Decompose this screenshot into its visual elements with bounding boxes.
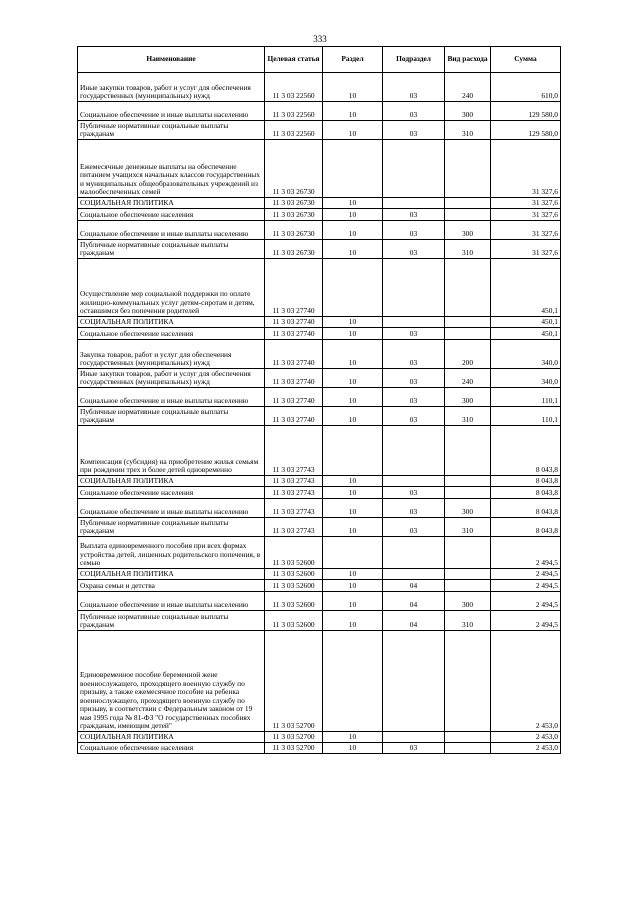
row-name: Социальное обеспечение населения: [78, 487, 265, 499]
table-row: [78, 631, 561, 732]
row-subsection: 03: [383, 499, 445, 518]
row-subsection: 03: [383, 240, 445, 259]
row-subsection: 03: [383, 407, 445, 426]
table-row: [78, 487, 561, 499]
row-section: 10: [323, 73, 383, 102]
row-code: 11 3 03 27743: [265, 518, 323, 537]
row-subsection: 04: [383, 592, 445, 611]
table-row: [78, 476, 561, 487]
row-type: 310: [445, 518, 491, 537]
row-type: [445, 569, 491, 580]
row-section: 10: [323, 102, 383, 121]
row-code: 11 3 03 22560: [265, 73, 323, 102]
row-subsection: 04: [383, 611, 445, 631]
row-subsection: [383, 631, 445, 732]
row-type: 310: [445, 240, 491, 259]
row-sum: 340,0: [491, 369, 561, 388]
table-row: [78, 121, 561, 140]
row-name: Публичные нормативные социальные выплаты гражданам: [78, 518, 265, 537]
row-type: 300: [445, 592, 491, 611]
row-type: [445, 198, 491, 209]
row-name: СОЦИАЛЬНАЯ ПОЛИТИКА: [78, 732, 265, 743]
row-sum: 2 453,0: [491, 631, 561, 732]
row-subsection: [383, 317, 445, 328]
table-row: [78, 537, 561, 569]
row-name: Выплата единовременного пособия при всех формах устройства детей, лишенных родительского попечения, в семью: [78, 537, 265, 569]
row-sum: 129 580,0: [491, 121, 561, 140]
row-sum: 8 043,8: [491, 476, 561, 487]
row-name: Социальное обеспечение населения: [78, 743, 265, 754]
row-section: 10: [323, 121, 383, 140]
row-type: 310: [445, 407, 491, 426]
row-subsection: 03: [383, 518, 445, 537]
table-row: [78, 580, 561, 592]
table-row: [78, 240, 561, 259]
row-name: Публичные нормативные социальные выплаты гражданам: [78, 121, 265, 140]
table-row: [78, 209, 561, 221]
row-subsection: 03: [383, 388, 445, 407]
row-type: 240: [445, 73, 491, 102]
row-type: [445, 732, 491, 743]
header-section: Раздел: [323, 47, 383, 73]
row-type: [445, 580, 491, 592]
row-sum: 8 043,8: [491, 518, 561, 537]
row-code: 11 3 03 27743: [265, 487, 323, 499]
row-code: 11 3 03 27743: [265, 499, 323, 518]
row-section: 10: [323, 407, 383, 426]
row-section: 10: [323, 198, 383, 209]
row-subsection: [383, 426, 445, 476]
row-code: 11 3 03 26730: [265, 240, 323, 259]
row-name: Социальное обеспечение и иные выплаты населению: [78, 388, 265, 407]
row-type: [445, 631, 491, 732]
row-subsection: 03: [383, 221, 445, 240]
row-type: 300: [445, 102, 491, 121]
row-sum: 2 494,5: [491, 611, 561, 631]
table-row: [78, 317, 561, 328]
table-row: [78, 328, 561, 340]
row-code: 11 3 03 27740: [265, 388, 323, 407]
row-name: Иные закупки товаров, работ и услуг для обеспечения государственных (муниципальных) нужд: [78, 73, 265, 102]
row-code: 11 3 03 27740: [265, 369, 323, 388]
table-row: [78, 407, 561, 426]
row-code: 11 3 03 27743: [265, 426, 323, 476]
row-subsection: [383, 259, 445, 317]
row-sum: 8 043,8: [491, 426, 561, 476]
row-code: 11 3 03 52600: [265, 592, 323, 611]
row-subsection: [383, 476, 445, 487]
table-row: [78, 499, 561, 518]
row-name: Социальное обеспечение населения: [78, 328, 265, 340]
row-subsection: [383, 537, 445, 569]
row-type: 310: [445, 611, 491, 631]
row-section: 10: [323, 369, 383, 388]
row-name: Социальное обеспечение и иные выплаты населению: [78, 592, 265, 611]
row-type: [445, 317, 491, 328]
row-subsection: 03: [383, 209, 445, 221]
row-type: 310: [445, 121, 491, 140]
row-section: 10: [323, 476, 383, 487]
row-code: 11 3 03 52600: [265, 537, 323, 569]
table-row: [78, 426, 561, 476]
row-sum: 2 453,0: [491, 743, 561, 754]
row-type: [445, 259, 491, 317]
row-sum: 110,1: [491, 388, 561, 407]
row-type: [445, 537, 491, 569]
row-sum: 129 580,0: [491, 102, 561, 121]
row-name: Публичные нормативные социальные выплаты гражданам: [78, 240, 265, 259]
row-code: 11 3 03 52700: [265, 631, 323, 732]
row-subsection: [383, 569, 445, 580]
header-sum: Сумма: [491, 47, 561, 73]
row-subsection: 03: [383, 743, 445, 754]
row-name: СОЦИАЛЬНАЯ ПОЛИТИКА: [78, 317, 265, 328]
row-section: 10: [323, 499, 383, 518]
row-sum: 2 494,5: [491, 580, 561, 592]
row-code: 11 3 03 27740: [265, 317, 323, 328]
row-sum: 450,1: [491, 317, 561, 328]
table-row: [78, 102, 561, 121]
row-sum: 2 453,0: [491, 732, 561, 743]
table-header-row: [78, 47, 561, 73]
row-code: 11 3 03 27740: [265, 407, 323, 426]
row-name: Социальное обеспечение и иные выплаты населению: [78, 499, 265, 518]
row-subsection: 03: [383, 369, 445, 388]
row-type: [445, 743, 491, 754]
table-body: [78, 73, 561, 754]
row-type: [445, 328, 491, 340]
row-sum: 340,0: [491, 340, 561, 369]
row-code: 11 3 03 27740: [265, 328, 323, 340]
table-row: [78, 259, 561, 317]
row-name: Социальное обеспечение населения: [78, 209, 265, 221]
row-sum: 110,1: [491, 407, 561, 426]
row-section: 10: [323, 580, 383, 592]
row-name: Единовременное пособие беременной жене военнослужащего, проходящего военную службу по призыву, а также ежемесячное пособие на ребенка военнослужащего, проходящего военную службу по призыву, в соответствии с Федеральным законом от 19 мая 1995 года № 81-ФЗ "О государственных пособиях гражданам, имеющим детей": [78, 631, 265, 732]
row-name: Осуществление мер социальной поддержки по оплате жилищно-коммунальных услуг детям-сиротам и детям, оставшимся без попечения родителей: [78, 259, 265, 317]
row-type: 240: [445, 369, 491, 388]
table-row: [78, 198, 561, 209]
row-name: Социальное обеспечение и иные выплаты населению: [78, 221, 265, 240]
header-subsection: Подраздел: [383, 47, 445, 73]
row-section: 10: [323, 317, 383, 328]
row-section: 10: [323, 518, 383, 537]
row-sum: 610,0: [491, 73, 561, 102]
row-code: 11 3 03 52700: [265, 732, 323, 743]
row-code: 11 3 03 26730: [265, 209, 323, 221]
row-subsection: 03: [383, 102, 445, 121]
row-code: 11 3 03 26730: [265, 140, 323, 198]
row-subsection: 03: [383, 121, 445, 140]
row-name: СОЦИАЛЬНАЯ ПОЛИТИКА: [78, 476, 265, 487]
row-code: 11 3 03 52600: [265, 569, 323, 580]
row-code: 11 3 03 52600: [265, 611, 323, 631]
table-row: [78, 611, 561, 631]
row-type: 300: [445, 499, 491, 518]
row-type: [445, 426, 491, 476]
row-name: СОЦИАЛЬНАЯ ПОЛИТИКА: [78, 569, 265, 580]
row-code: 11 3 03 22560: [265, 121, 323, 140]
row-sum: 2 494,5: [491, 569, 561, 580]
row-section: [323, 140, 383, 198]
header-code: Целевая статья: [265, 47, 323, 73]
row-type: 300: [445, 388, 491, 407]
table-row: [78, 340, 561, 369]
header-type: Вид расхода: [445, 47, 491, 73]
row-name: Охрана семьи и детства: [78, 580, 265, 592]
table-row: [78, 518, 561, 537]
row-section: 10: [323, 388, 383, 407]
row-type: 200: [445, 340, 491, 369]
row-sum: 2 494,5: [491, 537, 561, 569]
table-row: [78, 732, 561, 743]
page-number: 333: [313, 34, 327, 44]
row-section: 10: [323, 592, 383, 611]
row-subsection: [383, 198, 445, 209]
row-section: [323, 537, 383, 569]
row-sum: 31 327,6: [491, 221, 561, 240]
table-row: [78, 592, 561, 611]
row-code: 11 3 03 52600: [265, 580, 323, 592]
row-section: [323, 631, 383, 732]
row-section: 10: [323, 240, 383, 259]
row-type: 300: [445, 221, 491, 240]
row-sum: 31 327,6: [491, 240, 561, 259]
row-section: [323, 426, 383, 476]
row-section: 10: [323, 221, 383, 240]
row-name: Публичные нормативные социальные выплаты гражданам: [78, 611, 265, 631]
row-code: 11 3 03 22560: [265, 102, 323, 121]
row-section: 10: [323, 340, 383, 369]
row-sum: 2 494,5: [491, 592, 561, 611]
row-type: [445, 140, 491, 198]
row-sum: 31 327,6: [491, 209, 561, 221]
row-code: 11 3 03 27740: [265, 340, 323, 369]
row-code: 11 3 03 27743: [265, 476, 323, 487]
row-sum: 450,1: [491, 259, 561, 317]
row-section: 10: [323, 611, 383, 631]
row-section: 10: [323, 209, 383, 221]
row-code: 11 3 03 27740: [265, 259, 323, 317]
row-name: Ежемесячные денежные выплаты на обеспечение питанием учащихся начальных классов государственных и муниципальных общеобразовательных учреждений из малообеспеченных семей: [78, 140, 265, 198]
row-subsection: 03: [383, 487, 445, 499]
table-row: [78, 73, 561, 102]
row-subsection: 03: [383, 328, 445, 340]
budget-table: [77, 46, 561, 754]
row-type: [445, 209, 491, 221]
row-subsection: [383, 732, 445, 743]
row-name: Иные закупки товаров, работ и услуг для обеспечения государственных (муниципальных) нужд: [78, 369, 265, 388]
row-subsection: 03: [383, 73, 445, 102]
row-section: 10: [323, 732, 383, 743]
row-subsection: 03: [383, 340, 445, 369]
row-section: 10: [323, 487, 383, 499]
row-section: 10: [323, 743, 383, 754]
row-type: [445, 487, 491, 499]
row-sum: 8 043,8: [491, 499, 561, 518]
table-row: [78, 221, 561, 240]
row-type: [445, 476, 491, 487]
table-row: [78, 369, 561, 388]
row-section: 10: [323, 328, 383, 340]
row-code: 11 3 03 26730: [265, 198, 323, 209]
row-name: Закупка товаров, работ и услуг для обеспечения государственных (муниципальных) нужд: [78, 340, 265, 369]
row-sum: 31 327,6: [491, 198, 561, 209]
header-name: Наименование: [78, 47, 265, 73]
table-row: [78, 569, 561, 580]
row-name: СОЦИАЛЬНАЯ ПОЛИТИКА: [78, 198, 265, 209]
table-row: [78, 388, 561, 407]
row-section: 10: [323, 569, 383, 580]
row-sum: 31 327,6: [491, 140, 561, 198]
row-sum: 450,1: [491, 328, 561, 340]
row-subsection: 04: [383, 580, 445, 592]
row-code: 11 3 03 26730: [265, 221, 323, 240]
table-row: [78, 743, 561, 754]
row-code: 11 3 03 52700: [265, 743, 323, 754]
row-name: Компенсация (субсидия) на приобретение жилья семьям при рождении трех и более детей одновременно: [78, 426, 265, 476]
row-section: [323, 259, 383, 317]
row-subsection: [383, 140, 445, 198]
row-sum: 8 043,8: [491, 487, 561, 499]
row-name: Публичные нормативные социальные выплаты гражданам: [78, 407, 265, 426]
row-name: Социальное обеспечение и иные выплаты населению: [78, 102, 265, 121]
table-row: [78, 140, 561, 198]
